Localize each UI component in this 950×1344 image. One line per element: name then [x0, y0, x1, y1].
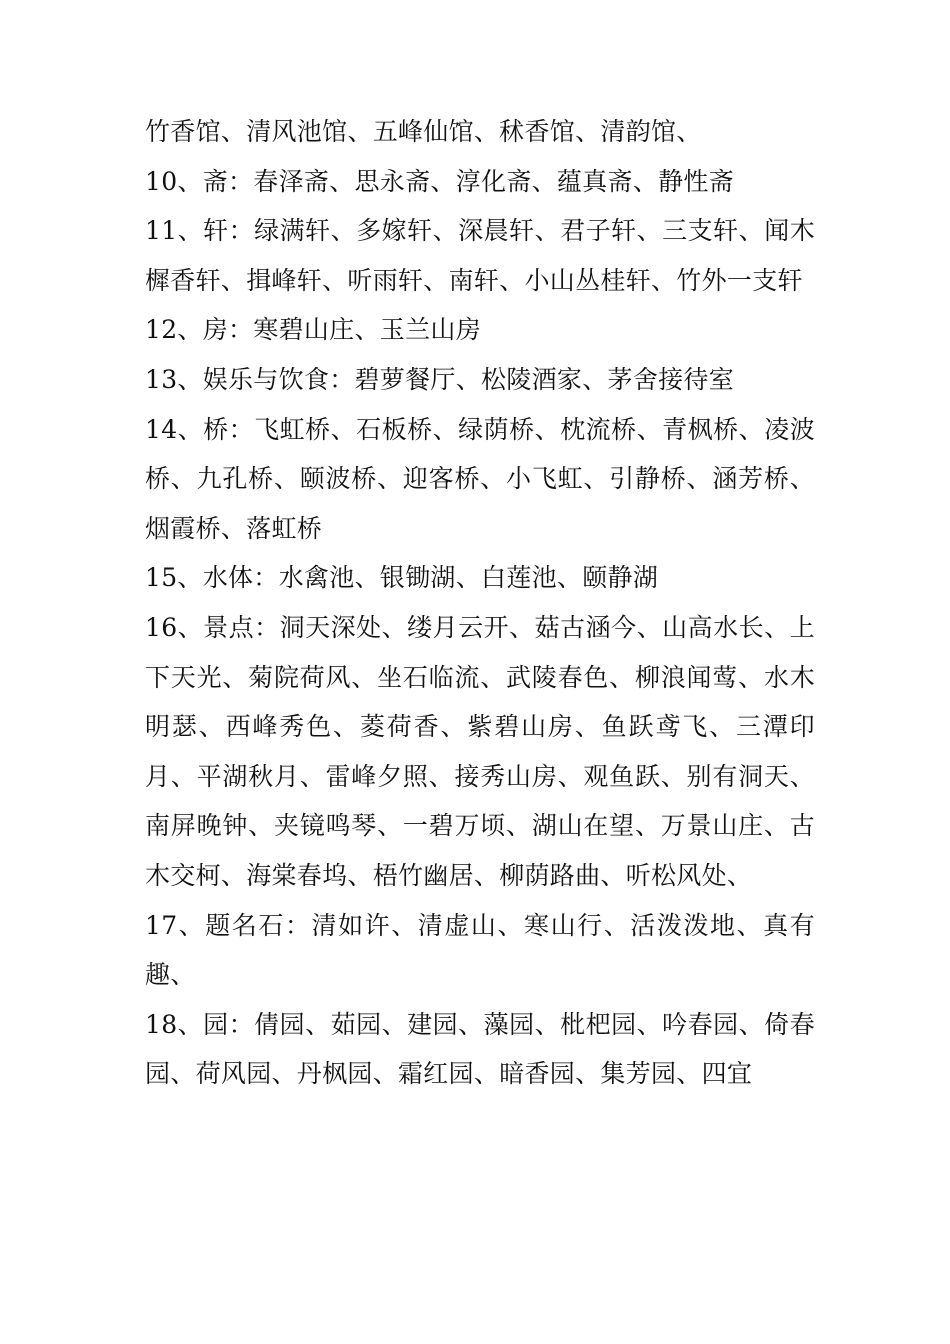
paragraph-fang: 12、房：寒碧山庄、玉兰山房: [145, 315, 482, 345]
paragraph-yuan: 18、园：倩园、茹园、建园、藻园、枇杷园、吟春园、倚春园、荷风园、丹枫园、霜红园、暗香园、集芳园、四宜: [145, 1009, 815, 1089]
paragraph-xuan: 11、轩：绿满轩、多嫁轩、深晨轩、君子轩、三支轩、闻木樨香轩、揖峰轩、听雨轩、南轩、小山丛桂轩、竹外一支轩: [145, 216, 815, 295]
paragraph-zhai: 10、斋：春泽斋、思永斋、淳化斋、蕴真斋、静性斋: [145, 166, 735, 196]
paragraph-water: 15、水体：水禽池、银锄湖、白莲池、颐静湖: [145, 563, 659, 593]
paragraph-inscribed-stones: 17、题名石：清如许、清虚山、寒山行、活泼泼地、真有趣、: [145, 910, 815, 990]
paragraph-entertainment-dining: 13、娱乐与饮食：碧萝餐厅、松陵酒家、茅舍接待室: [145, 364, 735, 394]
paragraph-scenic-spots: 16、景点：洞天深处、缕月云开、菇古涵今、山高水长、上下天光、菊院荷风、坐石临流、武陵春色、柳浪闻莺、水木明瑟、西峰秀色、菱荷香、紫碧山房、鱼跃鸢飞、三潭印月、平湖秋月、雷峰夕照、接秀山房、观鱼跃、别有洞天、南屏晚钟、夹镜鸣琴、一碧万顷、湖山在望、万景山庄、古木交柯、海棠春坞、梧竹幽居、柳荫路曲、听松风处、: [145, 612, 815, 890]
document-page: [145, 107, 815, 1099]
paragraph-guan-continued: 竹香馆、清风池馆、五峰仙馆、秫香馆、清韵馆、: [145, 117, 702, 146]
paragraph-qiao: 14、桥：飞虹桥、石板桥、绿荫桥、枕流桥、青枫桥、凌波桥、九孔桥、颐波桥、迎客桥、小飞虹、引静桥、涵芳桥、烟霞桥、落虹桥: [145, 414, 815, 543]
